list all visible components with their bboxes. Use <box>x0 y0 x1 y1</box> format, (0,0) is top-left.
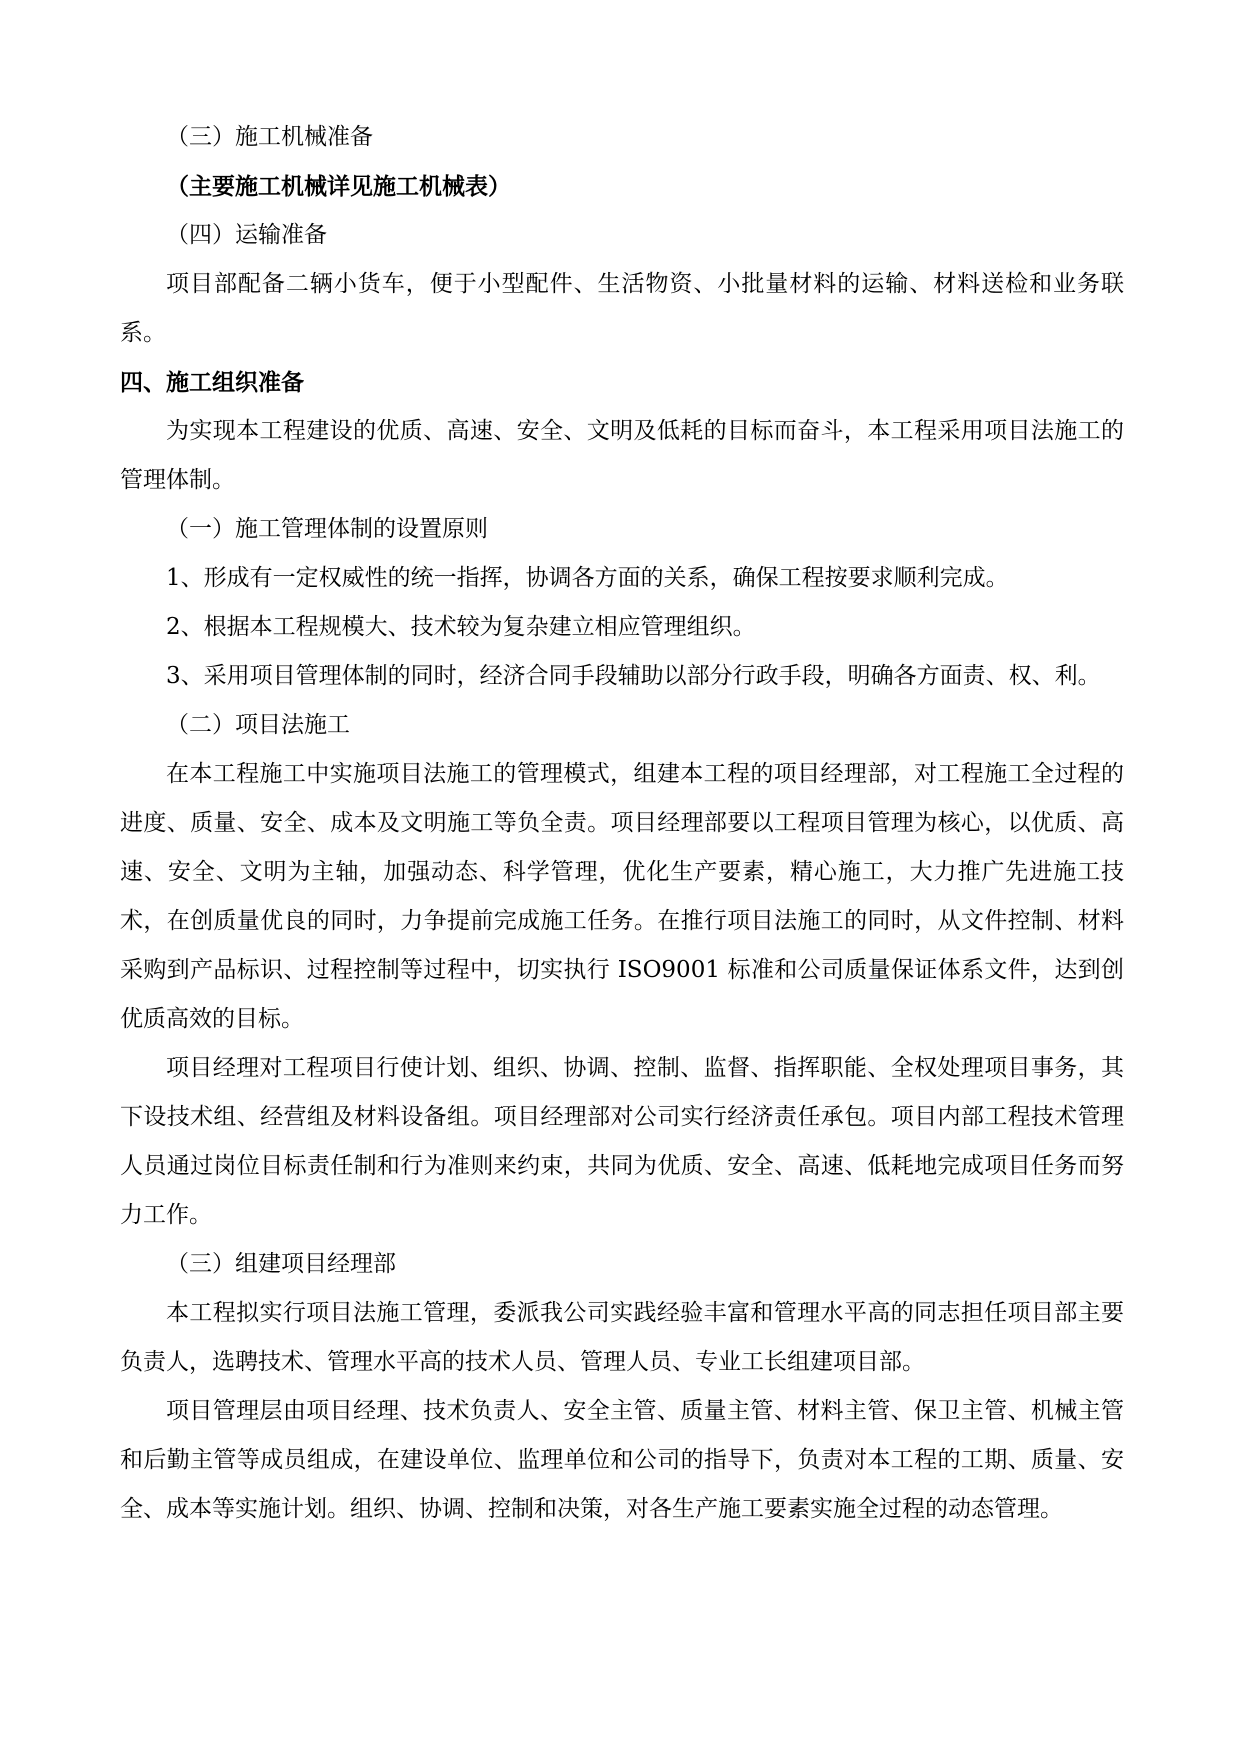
heading-machinery-prep: （三）施工机械准备 <box>166 124 373 150</box>
section-title-construction-organization: 四、施工组织准备 <box>120 369 304 396</box>
paragraph-transport: 项目部配备二辆小货车，便于小型配件、生活物资、小批量材料的运输、材料送检和业务联系。 <box>120 271 1124 346</box>
paragraph-project-department-1: 本工程拟实行项目法施工管理，委派我公司实践经验丰富和管理水平高的同志担任项目部主要负责人，选聘技术、管理水平高的技术人员、管理人员、专业工长组建项目部。 <box>120 1300 1124 1375</box>
list-item-3: 3、采用项目管理体制的同时，经济合同手段辅助以部分行政手段，明确各方面责、权、利。 <box>166 663 1101 689</box>
heading-project-method: （二）项目法施工 <box>166 712 350 738</box>
paragraph-intro: 为实现本工程建设的优质、高速、安全、文明及低耗的目标而奋斗，本工程采用项目法施工的管理体制。 <box>120 418 1124 493</box>
list-item-1: 1、形成有一定权威性的统一指挥，协调各方面的关系，确保工程按要求顺利完成。 <box>166 565 1009 591</box>
paragraph-project-method-2: 项目经理对工程项目行使计划、组织、协调、控制、监督、指挥职能、全权处理项目事务，其下设技术组、经营组及材料设备组。项目经理部对公司实行经济责任承包。项目内部工程技术管理人员通过岗位目标责任制和行为准则来约束，共同为优质、安全、高速、低耗地完成项目任务而努力工作。 <box>120 1055 1124 1228</box>
paragraph-project-method-1: 在本工程施工中实施项目法施工的管理模式，组建本工程的项目经理部，对工程施工全过程的进度、质量、安全、成本及文明施工等负全责。项目经理部要以工程项目管理为核心，以优质、高速、安全、文明为主轴，加强动态、科学管理，优化生产要素，精心施工，大力推广先进施工技术，在创质量优良的同时，力争提前完成施工任务。在推行项目法施工的同时，从文件控制、材料采购到产品标识、过程控制等过程中，切实执行 ISO9001 标准和公司质量保证体系文件，达到创优质高效的目标。 <box>120 761 1124 1032</box>
list-item-2: 2、根据本工程规模大、技术较为复杂建立相应管理组织。 <box>166 614 756 640</box>
machinery-table-note: （主要施工机械详见施工机械表） <box>166 173 511 200</box>
document-page <box>120 113 1124 1534</box>
heading-transport-prep: （四）运输准备 <box>166 222 327 248</box>
paragraph-project-department-2: 项目管理层由项目经理、技术负责人、安全主管、质量主管、材料主管、保卫主管、机械主管和后勤主管等成员组成，在建设单位、监理单位和公司的指导下，负责对本工程的工期、质量、安全、成本等实施计划。组织、协调、控制和决策，对各生产施工要素实施全过程的动态管理。 <box>120 1398 1124 1522</box>
heading-management-principles: （一）施工管理体制的设置原则 <box>166 516 488 542</box>
heading-project-department: （三）组建项目经理部 <box>166 1251 396 1277</box>
